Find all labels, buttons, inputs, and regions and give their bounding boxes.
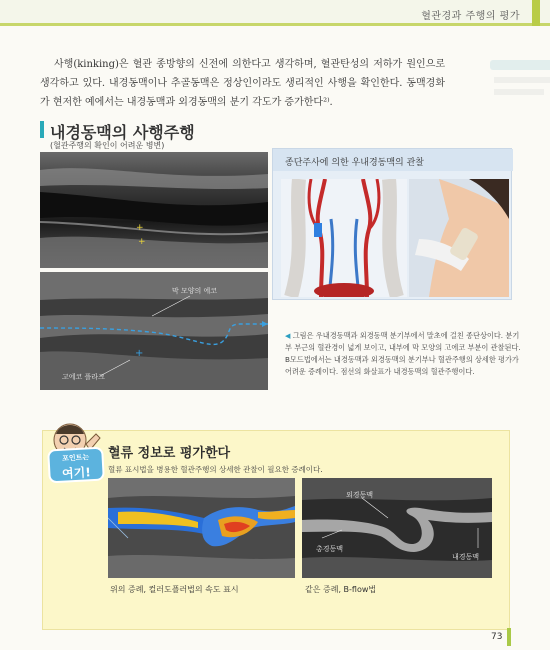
page-number-accent [507, 628, 511, 646]
internal-carotid-label: 내경동맥 [452, 553, 480, 561]
ultrasound-top-graphic [40, 152, 268, 268]
common-carotid-label: 총경동맥 [316, 545, 344, 553]
point-title: 혈류 정보로 평가한다 [108, 446, 231, 461]
scan-illustration-panel [272, 148, 512, 300]
adjacent-page-ghost [480, 55, 550, 115]
bflow-graphic [302, 478, 492, 578]
doppler-graphic [108, 478, 295, 578]
panel-title: 종단주사에 의한 우내경동맥의 관찰 [285, 158, 424, 168]
header-accent-stripe [532, 0, 540, 26]
color-doppler-image [108, 478, 295, 578]
chapter-title: 혈관경과 주행의 평가 [421, 11, 520, 22]
ultrasound-bmode-bottom [40, 272, 268, 390]
svg-text:+: + [135, 348, 144, 359]
badge-line-1: 포인트는 [61, 453, 90, 463]
probe-placement-photo [409, 179, 509, 297]
caliper-marker: + [136, 223, 144, 233]
point-badge [47, 447, 105, 484]
figure-caption [285, 330, 525, 378]
b-flow-image [302, 478, 492, 578]
body-paragraph: 사행(kinking)은 혈관 종방향의 신전에 의한다고 생각하며, 혈관탄성의 저하가 원인으로 생각하고 있다. 내경동맥이나 추골동맥은 정상인이라도 생리적인 사행을 확인한다. 동맥경화가 현저한 예에서는 내경동맥과 외경동맥의 분기 각도가 증가한다²⁾. [40, 59, 445, 108]
external-carotid-label: 외경동맥 [346, 491, 374, 499]
badge-line-2: 여기! [61, 465, 92, 481]
caption-text: 그림은 우내경동맥과 외경동맥 분기부에서 말초에 걸친 종단상이다. 분기부 부근의 혈관경이 넓게 보이고, 내부에 막 모양의 고에코 부분이 관찰된다. B모드법에서는 내경동맥과 외경동맥의 분기부나 혈관주행의 상세한 평가가 어려운 증례이다. 점선의 화살표가 내경동맥의 혈관주행이다. [285, 331, 521, 376]
svg-text:+: + [138, 237, 146, 247]
anatomy-graphic [281, 179, 407, 297]
caption-pointer-icon: ◀ [285, 332, 291, 340]
membrane-echo-label: 막 모양의 에코 [172, 287, 218, 295]
section-title-text: 내경동맥의 사행주행 [50, 123, 195, 142]
doppler-caption: 위의 증례, 컬러도플러법의 속도 표시 [110, 585, 239, 594]
bflow-caption: 같은 증례, B-flow법 [305, 585, 377, 594]
page-number: 73 [491, 632, 503, 642]
plaque-label: 고에코 플라크 [62, 373, 105, 381]
point-subtitle: 혈류 표시법을 병용한 혈관주행의 상세한 관찰이 필요한 증례이다. [108, 465, 323, 474]
carotid-anatomy-diagram [281, 179, 407, 297]
ultrasound-bmode-top [40, 152, 268, 268]
photo-graphic [409, 179, 509, 297]
section-subtitle: (혈관주행의 확인이 어려운 병변) [50, 141, 165, 150]
